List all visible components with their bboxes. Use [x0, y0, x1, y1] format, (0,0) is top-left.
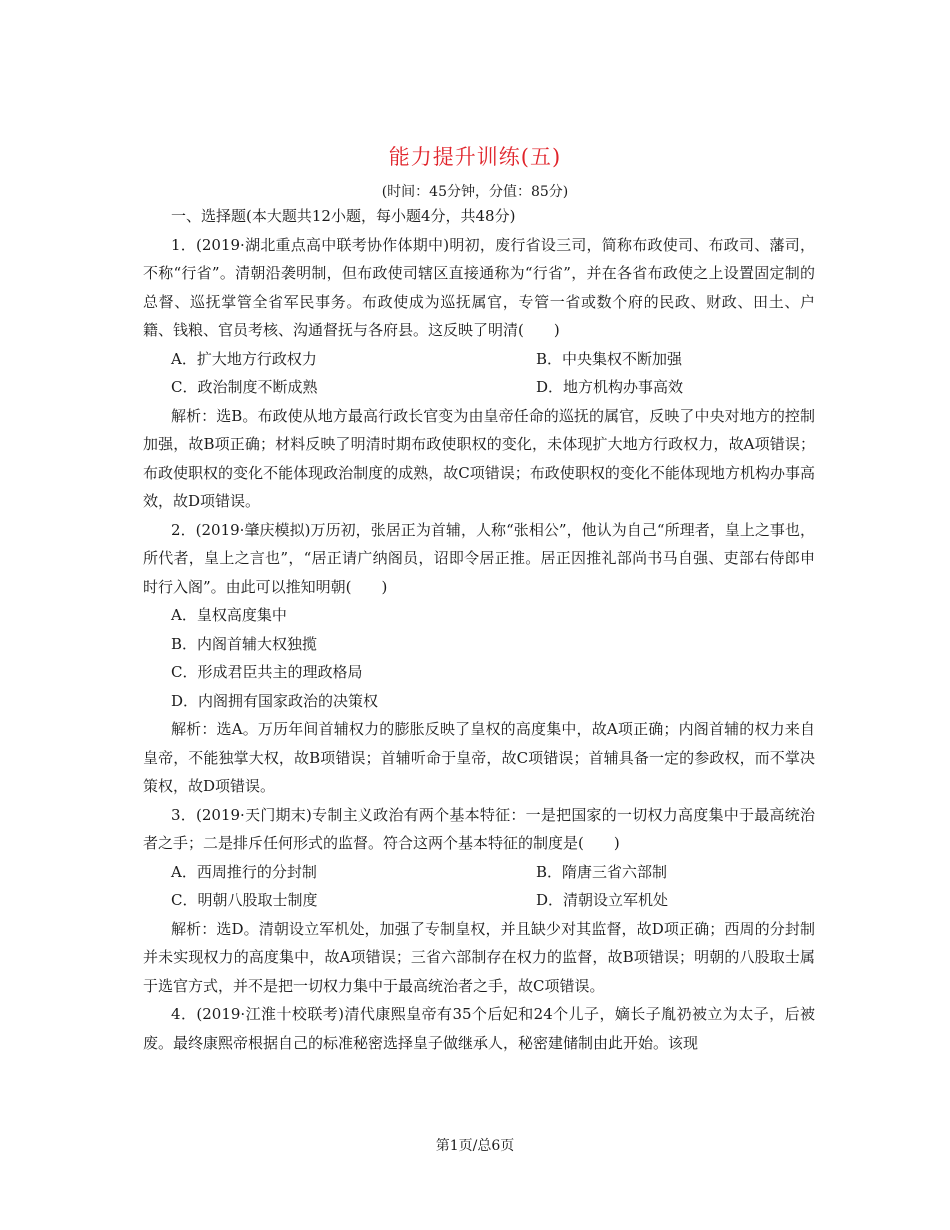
question-3-options-row-2 — [143, 886, 815, 915]
option-c: C．形成君臣共主的理政格局 — [171, 663, 363, 681]
option-b: B．隋唐三省六部制 — [536, 862, 668, 881]
document-body — [143, 202, 815, 1057]
question-3-analysis: 解析：选D。清朝设立军机处，加强了专制皇权，并且缺少对其监督，故D项正确；西周的分封制并未实现权力的高度集中，故A项错误；三省六部制存在权力的监督，故B项错误；明朝的八股取士属于选官方式，并不是把一切权力集中于最高统治者之手，故C项错误。 — [143, 919, 815, 995]
option-a: A．皇权高度集中 — [171, 606, 287, 624]
question-4-stem: 4．(2019·江淮十校联考)清代康熙皇帝有35个后妃和24个儿子，嫡长子胤礽被立为太子，后被废。最终康熙帝根据自己的标准秘密选择皇子做继承人，秘密建储制由此开始。该现 — [143, 1005, 815, 1052]
page-title: 能力提升训练(五) — [388, 145, 562, 169]
section-heading: 一、选择题(本大题共12小题，每小题4分，共48分) — [171, 207, 516, 225]
option-b: B．中央集权不断加强 — [536, 349, 683, 368]
option-a: A．扩大地方行政权力 — [171, 349, 317, 368]
question-1-options-row-2 — [143, 373, 815, 402]
question-2-stem: 2．(2019·肇庆模拟)万历初，张居正为首辅，人称“张相公”，他认为自己“所理者，皇上之事也，所代者，皇上之言也”，“居正请广纳阁员，诏即令居正推。居正因推礼部尚书马自强、吏部右侍郎申时行入阁”。由此可以推知明朝( ) — [143, 520, 815, 596]
option-c: C．明朝八股取士制度 — [171, 891, 318, 909]
option-d: D．地方机构办事高效 — [536, 378, 684, 396]
option-c: C．政治制度不断成熟 — [171, 378, 318, 396]
option-d: D．清朝设立军机处 — [536, 891, 669, 909]
option-d: D．内阁拥有国家政治的决策权 — [171, 691, 379, 710]
question-1-options-row-1 — [143, 345, 815, 374]
question-2-analysis: 解析：选A。万历年间首辅权力的膨胀反映了皇权的高度集中，故A项正确；内阁首辅的权力来自皇帝，不能独掌大权，故B项错误；首辅听命于皇帝，故C项错误；首辅具备一定的参政权，而不掌决策权，故D项错误。 — [143, 720, 815, 795]
page-subtitle: (时间：45分钟，分值：85分) — [381, 184, 569, 200]
question-3-stem: 3．(2019·天门期末)专制主义政治有两个基本特征：一是把国家的一切权力高度集中于最高统治者之手；二是排斥任何形式的监督。符合这两个基本特征的制度是( ) — [143, 805, 815, 852]
question-3-options-row-1 — [143, 858, 815, 887]
page-footer: 第1页/总6页 — [435, 1138, 515, 1154]
question-1-stem: 1．(2019·湖北重点高中联考协作体期中)明初，废行省设三司，简称布政使司、布政司、藩司，不称“行省”。清朝沿袭明制，但布政使司辖区直接通称为“行省”，并在各省布政使之上设置固定制的总督、巡抚掌管全省军民事务。布政使成为巡抚属官，专管一省或数个府的民政、财政、田土、户籍、钱粮、官员考核、沟通督抚与各府县。这反映了明清( ) — [143, 235, 815, 339]
question-1-analysis: 解析：选B。布政使从地方最高行政长官变为由皇帝任命的巡抚的属官，反映了中央对地方的控制加强，故B项正确；材料反映了明清时期布政使职权的变化，未体现扩大地方行政权力，故A项错误；布政使职权的变化不能体现政治制度的成熟，故C项错误；布政使职权的变化不能体现地方机构办事高效，故D项错误。 — [143, 406, 815, 510]
option-a: A．西周推行的分封制 — [171, 862, 317, 881]
option-b: B．内阁首辅大权独揽 — [171, 634, 318, 653]
